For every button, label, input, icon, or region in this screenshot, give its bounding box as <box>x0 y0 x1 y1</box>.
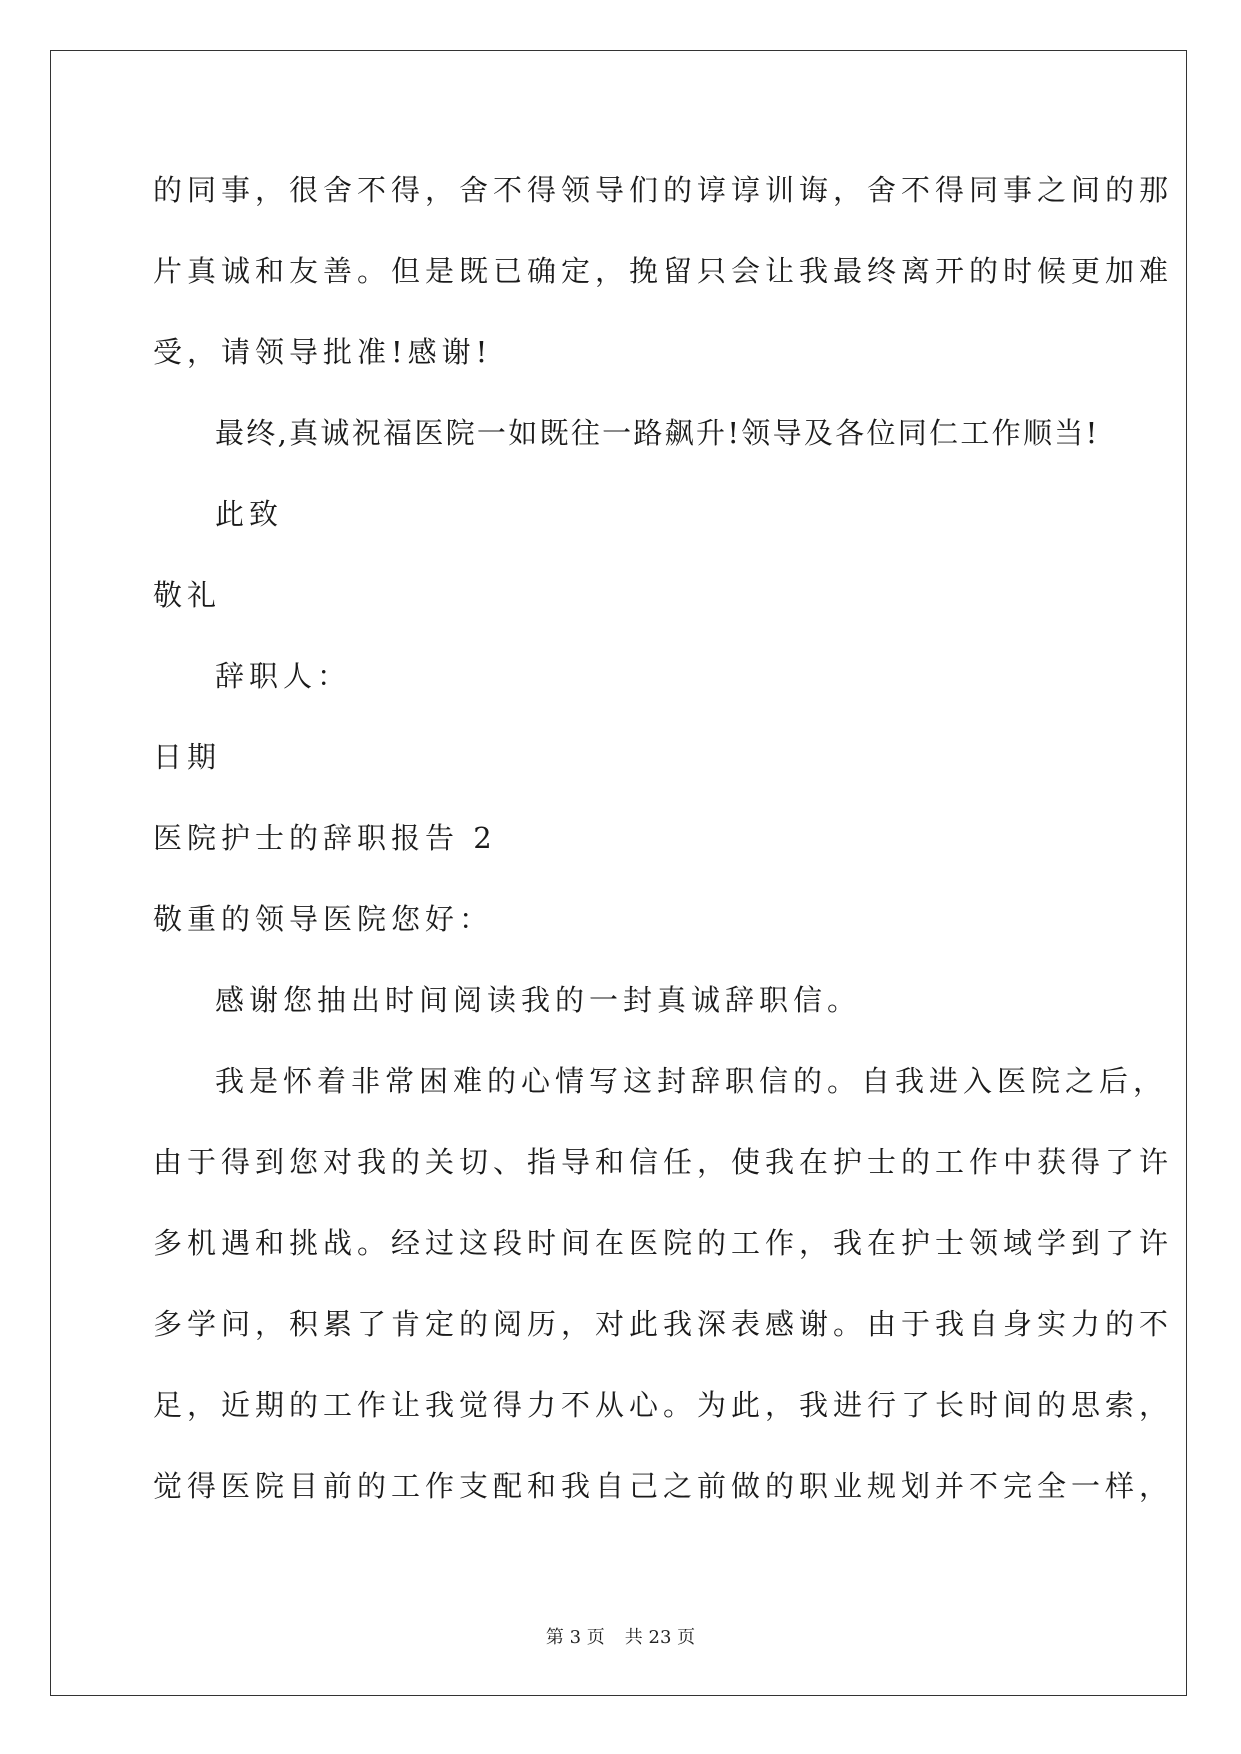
text-line: 由于得到您对我的关切、指导和信任，使我在护士的工作中获得了许 <box>153 1145 1174 1179</box>
letter-body <box>153 160 1174 1537</box>
text-line: 觉得医院目前的工作支配和我自己之前做的职业规划并不完全一样， <box>153 1469 1174 1503</box>
text-line: 足，近期的工作让我觉得力不从心。为此，我进行了长时间的思索， <box>153 1388 1174 1422</box>
salutation-closing: 此致 <box>215 497 284 531</box>
text-line: 的同事，很舍不得，舍不得领导们的谆谆训诲，舍不得同事之间的那 <box>153 173 1174 207</box>
text-line: 片真诚和友善。但是既已确定，挽留只会让我最终离开的时候更加难 <box>153 254 1174 288</box>
date-label: 日期 <box>153 740 222 774</box>
page-footer <box>0 1626 1241 1650</box>
section-heading: 医院护士的辞职报告 2 <box>153 821 497 855</box>
signature-label: 辞职人： <box>215 659 352 693</box>
text-line: 我是怀着非常困难的心情写这封辞职信的。自我进入医院之后， <box>215 1064 1168 1098</box>
letter-greeting: 敬重的领导医院您好： <box>153 902 494 936</box>
page-total: 共 23 页 <box>624 1627 696 1648</box>
text-line: 多学问，积累了肯定的阅历，对此我深表感谢。由于我自身实力的不 <box>153 1307 1174 1341</box>
salutation-regards: 敬礼 <box>153 578 222 612</box>
page-number: 第 3 页 <box>545 1627 605 1648</box>
text-line: 多机遇和挑战。经过这段时间在医院的工作，我在护士领域学到了许 <box>153 1226 1174 1260</box>
text-line: 感谢您抽出时间阅读我的一封真诚辞职信。 <box>215 983 862 1017</box>
text-line: 受，请领导批准!感谢! <box>153 335 493 369</box>
closing-wish-line: 最终,真诚祝福医院一如既往一路飙升!领导及各位同仁工作顺当! <box>215 416 1100 450</box>
